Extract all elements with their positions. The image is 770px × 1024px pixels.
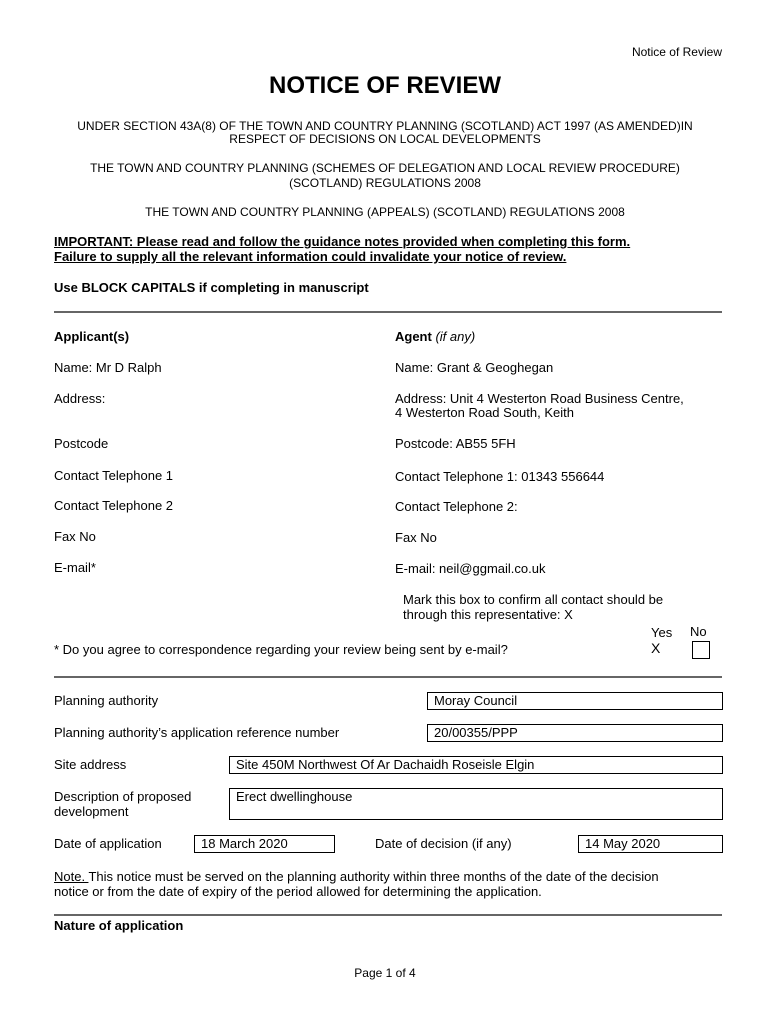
description-field[interactable]: Erect dwellinghouse	[229, 788, 723, 820]
agent-fax: Fax No	[395, 530, 437, 545]
section-divider	[54, 311, 722, 313]
email-no-label: No	[690, 624, 707, 639]
reference-number-field[interactable]: 20/00355/PPP	[427, 724, 723, 742]
agent-confirm-line2: through this representative: X	[403, 607, 573, 622]
agent-telephone-1: Contact Telephone 1: 01343 556644	[395, 469, 605, 484]
applicant-email: E-mail*	[54, 560, 96, 575]
applicant-name: Name: Mr D Ralph	[54, 360, 162, 375]
email-no-checkbox[interactable]	[692, 641, 710, 659]
subtitle-regs-line2: (SCOTLAND) REGULATIONS 2008	[289, 176, 481, 190]
email-yes-label: Yes	[651, 625, 673, 640]
nature-of-application-heading: Nature of application	[54, 918, 184, 933]
section-divider	[54, 676, 722, 678]
applicant-fax: Fax No	[54, 529, 96, 544]
planning-authority-field[interactable]: Moray Council	[427, 692, 723, 710]
description-label-line1: Description of proposed	[54, 789, 192, 804]
site-address-label: Site address	[54, 757, 127, 772]
running-header: Notice of Review	[631, 45, 722, 59]
description-label-line2: development	[54, 804, 129, 819]
date-of-decision-label: Date of decision (if any)	[375, 836, 512, 851]
subtitle-act-line1: UNDER SECTION 43A(8) OF THE TOWN AND COUNTRY PLANNING (SCOTLAND) ACT 1997 (AS AMENDED)IN	[77, 119, 693, 133]
date-of-application-label: Date of application	[54, 836, 162, 851]
agent-postcode: Postcode: AB55 5FH	[395, 436, 516, 451]
applicant-telephone-1: Contact Telephone 1	[54, 468, 174, 483]
site-address-field[interactable]: Site 450M Northwest Of Ar Dachaidh Roseisle Elgin	[229, 756, 723, 774]
agent-heading	[395, 329, 475, 345]
section-divider	[54, 914, 722, 916]
agent-confirm-line1: Mark this box to confirm all contact should be	[403, 592, 664, 607]
note-text-line1: This notice must be served on the planning authority within three months of the date of the decision	[88, 869, 659, 884]
note-line2: notice or from the date of expiry of the period allowed for determining the application.	[54, 884, 542, 899]
important-line1: IMPORTANT: Please read and follow the guidance notes provided when completing this form.	[54, 234, 631, 249]
document-title: NOTICE OF REVIEW	[268, 72, 501, 99]
page-number: Page 1 of 4	[354, 966, 416, 980]
subtitle-appeals: THE TOWN AND COUNTRY PLANNING (APPEALS) (SCOTLAND) REGULATIONS 2008	[145, 205, 625, 219]
applicant-telephone-2: Contact Telephone 2	[54, 498, 174, 513]
planning-authority-label: Planning authority	[54, 693, 159, 708]
email-yes-mark: X	[651, 640, 661, 656]
agent-email: E-mail: neil@ggmail.co.uk	[395, 561, 546, 576]
block-capitals-instruction: Use BLOCK CAPITALS if completing in manuscript	[54, 280, 369, 295]
applicant-postcode: Postcode	[54, 436, 109, 451]
email-question: * Do you agree to correspondence regarding your review being sent by e-mail?	[54, 642, 508, 657]
agent-address-line2: 4 Westerton Road South, Keith	[395, 405, 574, 420]
applicant-heading: Applicant(s)	[54, 329, 130, 344]
reference-number-label: Planning authority’s application reference number	[54, 725, 340, 740]
applicant-address: Address:	[54, 391, 106, 406]
date-of-application-field[interactable]: 18 March 2020	[194, 835, 335, 853]
agent-telephone-2: Contact Telephone 2:	[395, 499, 518, 514]
agent-heading-note: (if any)	[435, 329, 476, 344]
agent-address-line1: Address: Unit 4 Westerton Road Business Centre,	[395, 391, 684, 406]
note-label: Note.	[54, 869, 89, 884]
agent-heading-label: Agent	[395, 329, 432, 344]
note-line1	[54, 869, 659, 885]
agent-name: Name: Grant & Geoghegan	[395, 360, 554, 375]
subtitle-regs-line1: THE TOWN AND COUNTRY PLANNING (SCHEMES OF DELEGATION AND LOCAL REVIEW PROCEDURE)	[90, 161, 680, 175]
date-of-decision-field[interactable]: 14 May 2020	[578, 835, 723, 853]
subtitle-act-line2: RESPECT OF DECISIONS ON LOCAL DEVELOPMENTS	[229, 132, 541, 146]
important-line2: Failure to supply all the relevant information could invalidate your notice of review.	[54, 249, 567, 264]
